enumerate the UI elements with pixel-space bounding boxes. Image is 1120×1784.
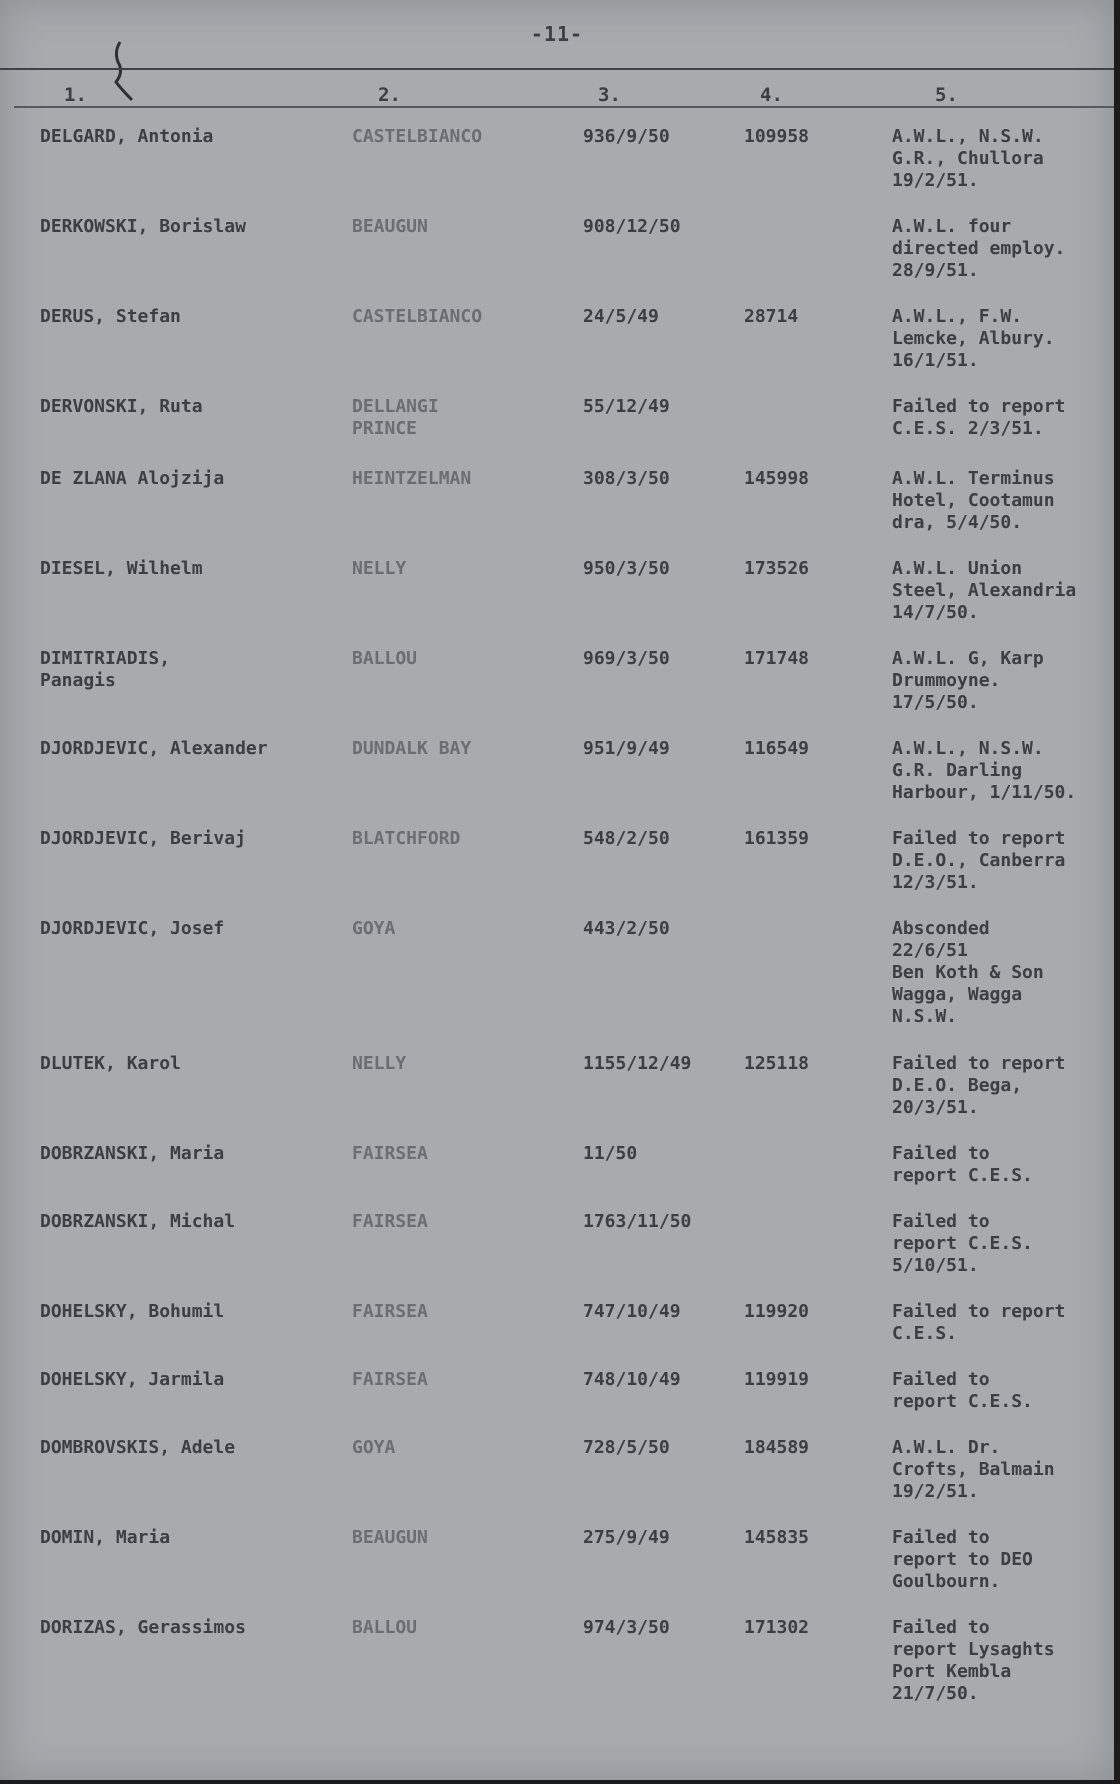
name-cell: DOMBROVSKIS, Adele	[40, 1437, 236, 1458]
name-cell: DERUS, Stefan	[40, 306, 181, 327]
header-rule-bottom	[14, 106, 1114, 108]
ship-cell: DUNDALK BAY	[352, 738, 472, 759]
header-rule-top	[0, 68, 1114, 70]
name-cell: DOMIN, Maria	[40, 1527, 171, 1548]
ship-cell: GOYA	[352, 918, 396, 939]
name-cell: DOHELSKY, Bohumil	[40, 1301, 225, 1322]
reference-cell: 974/3/50	[583, 1617, 670, 1638]
remarks-cell: A.W.L. Union Steel, Alexandria 14/7/50.	[892, 558, 1077, 623]
remarks-cell: A.W.L., N.S.W. G.R., Chullora 19/2/51.	[892, 126, 1044, 191]
ship-cell: CASTELBIANCO	[352, 126, 483, 147]
ship-cell: BALLOU	[352, 648, 418, 669]
reference-cell: 24/5/49	[583, 306, 659, 327]
reference-cell: 275/9/49	[583, 1527, 670, 1548]
reference-cell: 951/9/49	[583, 738, 670, 759]
column-header-2: 2.	[378, 84, 401, 106]
remarks-cell: A.W.L. G, Karp Drummoyne. 17/5/50.	[892, 648, 1044, 713]
ship-cell: FAIRSEA	[352, 1369, 428, 1390]
ship-cell: NELLY	[352, 1053, 407, 1074]
remarks-cell: Failed to report C.E.S. 5/10/51.	[892, 1211, 1033, 1276]
name-cell: DOHELSKY, Jarmila	[40, 1369, 225, 1390]
ship-cell: FAIRSEA	[352, 1143, 428, 1164]
remarks-cell: Failed to report to DEO Goulbourn.	[892, 1527, 1033, 1592]
name-cell: DOBRZANSKI, Michal	[40, 1211, 236, 1232]
ship-cell: BEAUGUN	[352, 1527, 428, 1548]
reference-cell: 1155/12/49	[583, 1053, 692, 1074]
remarks-cell: A.W.L. Terminus Hotel, Cootamun dra, 5/4/50.	[892, 468, 1055, 533]
number-cell: 171302	[744, 1617, 810, 1638]
remarks-cell: A.W.L. Dr. Crofts, Balmain 19/2/51.	[892, 1437, 1055, 1502]
remarks-cell: Failed to report C.E.S.	[892, 1143, 1033, 1186]
reference-cell: 728/5/50	[583, 1437, 670, 1458]
ship-cell: DELLANGI PRINCE	[352, 396, 439, 439]
page-number: -11-	[530, 22, 584, 46]
number-cell: 161359	[744, 828, 810, 849]
ship-cell: HEINTZELMAN	[352, 468, 472, 489]
remarks-cell: Failed to report C.E.S.	[892, 1369, 1033, 1412]
reference-cell: 747/10/49	[583, 1301, 681, 1322]
ship-cell: BEAUGUN	[352, 216, 428, 237]
ship-cell: NELLY	[352, 558, 407, 579]
number-cell: 171748	[744, 648, 810, 669]
number-cell: 119919	[744, 1369, 810, 1390]
reference-cell: 936/9/50	[583, 126, 670, 147]
remarks-cell: Failed to report C.E.S. 2/3/51.	[892, 396, 1066, 439]
remarks-cell: A.W.L., F.W. Lemcke, Albury. 16/1/51.	[892, 306, 1055, 371]
remarks-cell: Failed to report C.E.S.	[892, 1301, 1066, 1344]
reference-cell: 969/3/50	[583, 648, 670, 669]
reference-cell: 748/10/49	[583, 1369, 681, 1390]
reference-cell: 11/50	[583, 1143, 638, 1164]
reference-cell: 1763/11/50	[583, 1211, 692, 1232]
name-cell: DOBRZANSKI, Maria	[40, 1143, 225, 1164]
name-cell: DIMITRIADIS, Panagis	[40, 648, 171, 691]
reference-cell: 443/2/50	[583, 918, 670, 939]
ship-cell: BALLOU	[352, 1617, 418, 1638]
number-cell: 184589	[744, 1437, 810, 1458]
name-cell: DERKOWSKI, Borislaw	[40, 216, 246, 237]
pencil-mark-icon	[112, 38, 142, 106]
name-cell: DJORDJEVIC, Alexander	[40, 738, 268, 759]
remarks-cell: Failed to report Lysaghts Port Kembla 21/7/50.	[892, 1617, 1055, 1704]
name-cell: DORIZAS, Gerassimos	[40, 1617, 246, 1638]
number-cell: 173526	[744, 558, 810, 579]
number-cell: 28714	[744, 306, 799, 327]
number-cell: 145998	[744, 468, 810, 489]
number-cell: 145835	[744, 1527, 810, 1548]
reference-cell: 548/2/50	[583, 828, 670, 849]
ship-cell: CASTELBIANCO	[352, 306, 483, 327]
remarks-cell: A.W.L., N.S.W. G.R. Darling Harbour, 1/11/50.	[892, 738, 1077, 803]
name-cell: DE ZLANA Alojzija	[40, 468, 225, 489]
reference-cell: 908/12/50	[583, 216, 681, 237]
reference-cell: 55/12/49	[583, 396, 670, 417]
column-header-4: 4.	[760, 84, 783, 106]
remarks-cell: Absconded 22/6/51 Ben Koth & Son Wagga, Wagga N.S.W.	[892, 918, 1044, 1027]
column-header-3: 3.	[598, 84, 621, 106]
ship-cell: FAIRSEA	[352, 1211, 428, 1232]
name-cell: DJORDJEVIC, Josef	[40, 918, 225, 939]
name-cell: DIESEL, Wilhelm	[40, 558, 203, 579]
name-cell: DLUTEK, Karol	[40, 1053, 181, 1074]
name-cell: DJORDJEVIC, Berivaj	[40, 828, 246, 849]
ship-cell: FAIRSEA	[352, 1301, 428, 1322]
column-header-5: 5.	[935, 84, 958, 106]
column-header-1: 1.	[64, 84, 87, 106]
reference-cell: 308/3/50	[583, 468, 670, 489]
reference-cell: 950/3/50	[583, 558, 670, 579]
number-cell: 119920	[744, 1301, 810, 1322]
remarks-cell: A.W.L. four directed employ. 28/9/51.	[892, 216, 1066, 281]
remarks-cell: Failed to report D.E.O., Canberra 12/3/51.	[892, 828, 1066, 893]
ship-cell: BLATCHFORD	[352, 828, 461, 849]
name-cell: DERVONSKI, Ruta	[40, 396, 203, 417]
name-cell: DELGARD, Antonia	[40, 126, 214, 147]
number-cell: 109958	[744, 126, 810, 147]
remarks-cell: Failed to report D.E.O. Bega, 20/3/51.	[892, 1053, 1066, 1118]
number-cell: 125118	[744, 1053, 810, 1074]
ship-cell: GOYA	[352, 1437, 396, 1458]
number-cell: 116549	[744, 738, 810, 759]
